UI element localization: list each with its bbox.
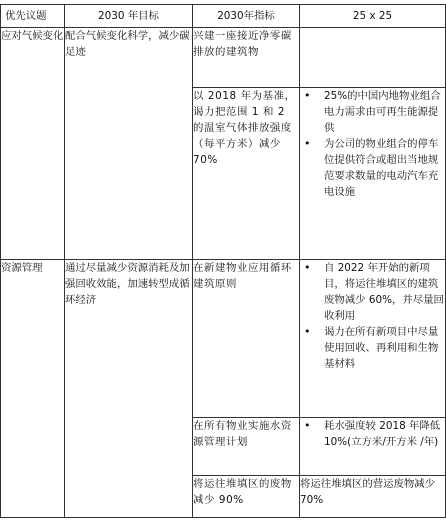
strategy-table (0, 4, 446, 518)
indicator-resource-3: 将运往堆填区的废物减少 90% (193, 476, 300, 518)
list-item: • 耗水强度较 2018 年降低 10%(立方米/开方米 /年) (300, 418, 445, 450)
indicator-climate-1: 兴建一座接近净零碳排放的建筑物 (193, 28, 300, 88)
plan-climate-1-empty (300, 28, 446, 88)
list-item: • 为公司的物业组合的停车位提供符合或超出当地规范要求数量的电动汽车充电设施 (300, 136, 445, 200)
issue-resource: 资源管理 (1, 260, 65, 518)
header-priority-issue: 优先议题 (1, 5, 65, 28)
table-row (1, 260, 446, 418)
target-climate: 配合气候变化科学，减少碳足迹 (65, 28, 193, 260)
header-2030-target: 2030 年目标 (65, 5, 193, 28)
indicator-resource-1: 在新建物业应用循环建筑原则 (193, 260, 300, 418)
indicator-resource-2: 在所有物业实施水资源管理计划 (193, 418, 300, 476)
plan-resource-3: 将运往堆填区的营运废物减少 70% (300, 476, 446, 518)
issue-climate: 应对气候变化 (1, 28, 65, 260)
table-row (1, 28, 446, 88)
list-item: • 谒力在所有新项目中尽量使用回收、再利用和生物基材料 (300, 324, 445, 372)
plan-resource-list-2 (300, 418, 445, 450)
plan-climate-list (300, 88, 445, 200)
table-header-row (1, 5, 446, 28)
indicator-climate-2: 以 2018 年为基准，谒力把范围 1 和 2 的温室气体排放强度（每平方米）减少 70% (193, 88, 300, 260)
target-resource: 通过尽量减少资源消耗及加强回收效能，加速转型成循环经济 (65, 260, 193, 518)
header-25x25: 25 x 25 (300, 5, 446, 28)
plan-resource-2 (300, 418, 446, 476)
plan-resource-list-1 (300, 260, 445, 372)
list-item: • 自 2022 年开始的新项目，将运往堆填区的建筑废物减少 60%，并尽量回收利用 (300, 260, 445, 324)
header-2030-indicator: 2030年指标 (193, 5, 300, 28)
plan-climate-2 (300, 88, 446, 260)
plan-resource-1 (300, 260, 446, 418)
list-item: • 25%的中国内地物业组合电力需求由可再生能源提供 (300, 88, 445, 136)
